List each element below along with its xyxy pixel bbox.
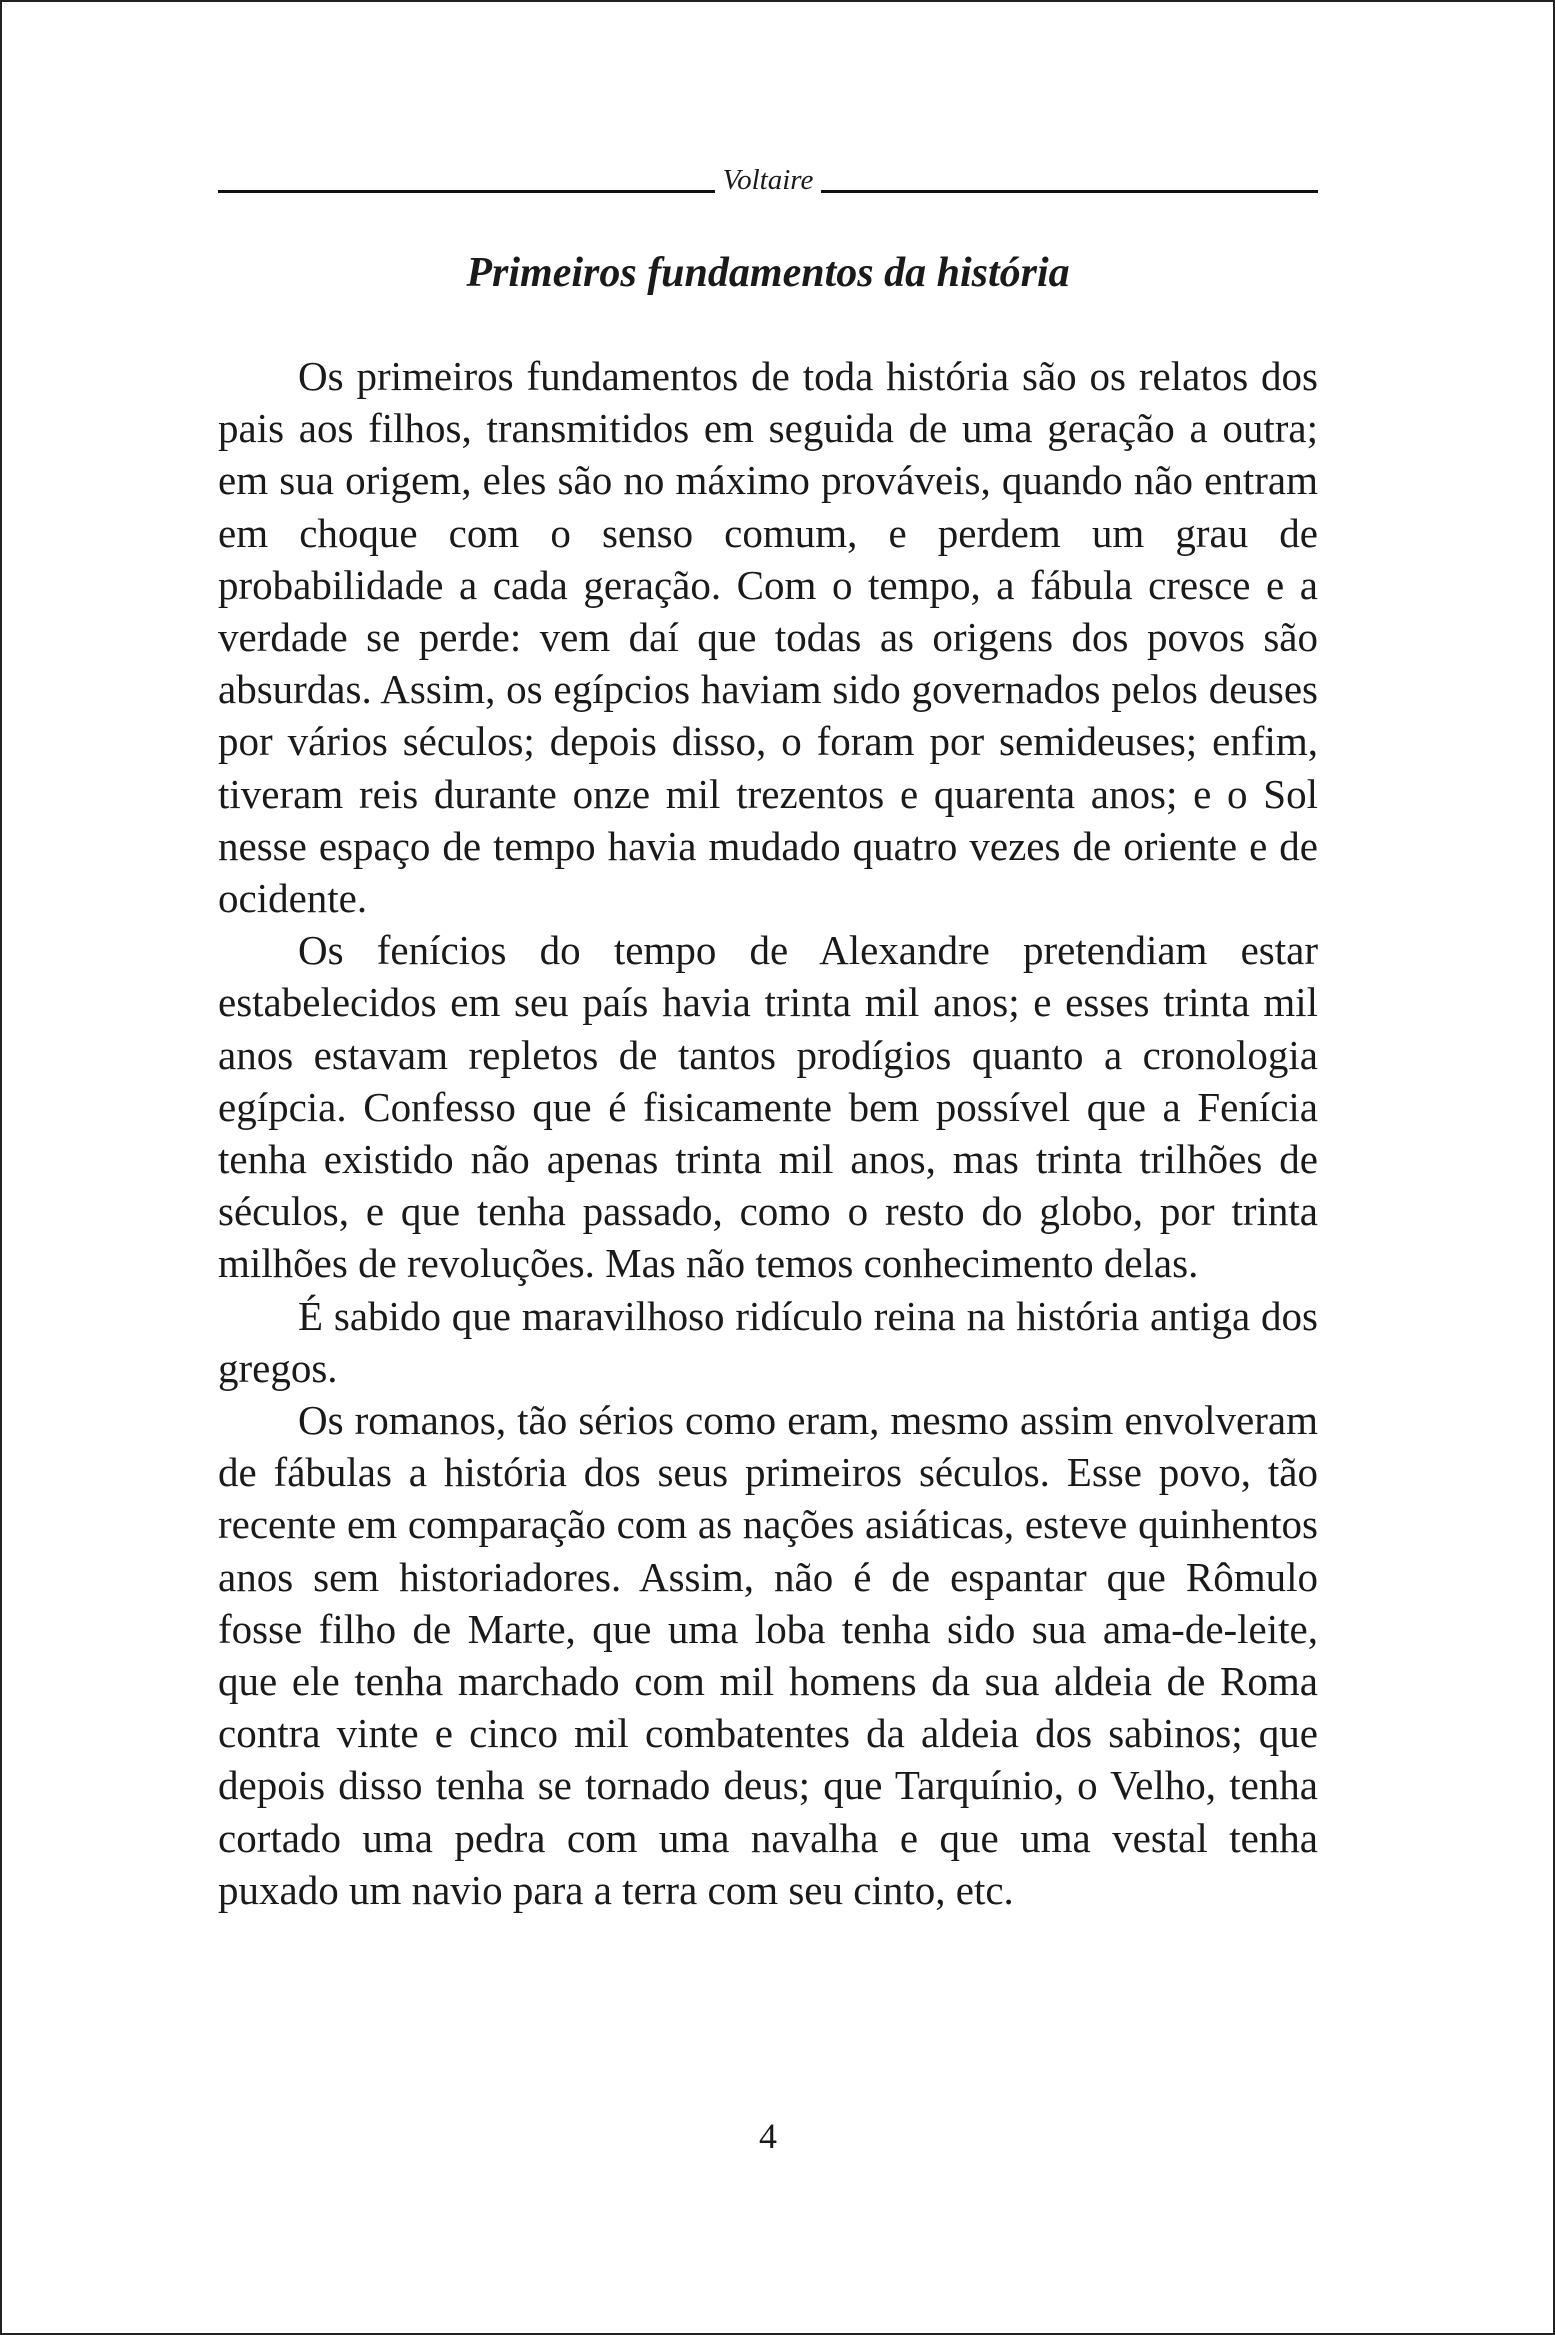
body-text	[218, 350, 1318, 1916]
paragraph: Os romanos, tão sérios como eram, mesmo assim envolveram de fábulas a história dos seus primeiros séculos. Esse povo, tão recente em comparação com as nações asiáticas, esteve quinhentos anos sem historiadores. Assim, não é de espantar que Rômulo fosse filho de Marte, que uma loba tenha sido sua ama-de-leite, que ele tenha marchado com mil homens da sua aldeia de Roma contra vinte e cinco mil combatentes da aldeia dos sabinos; que depois disso tenha se tornado deus; que Tarquínio, o Velho, tenha cortado uma pedra com uma navalha e que uma vestal tenha puxado um navio para a terra com seu cinto, etc.	[218, 1397, 1318, 1913]
running-header	[218, 155, 1318, 195]
chapter-title: Primeiros fundamentos da história	[466, 250, 1070, 296]
header-author: Voltaire	[722, 164, 814, 196]
paragraph: É sabido que maravilhoso ridículo reina na história antiga dos gregos.	[218, 1292, 1318, 1391]
paragraph: Os fenícios do tempo de Alexandre pretendiam estar estabelecidos em seu país havia trinta mil anos; e esses trinta mil anos estavam repletos de tantos prodígios quanto a cronologia egípcia. Confesso que é fisicamente bem possível que a Fenícia tenha existido não apenas trinta mil anos, mas trinta trilhões de séculos, e que tenha passado, como o resto do globo, por trinta milhões de revoluções. Mas não temos conhecimento delas.	[218, 927, 1318, 1287]
paragraph: Os primeiros fundamentos de toda história são os relatos dos pais aos filhos, transmitidos em seguida de uma geração a outra; em sua origem, eles são no máximo prováveis, quando não entram em choque com o senso comum, e perdem um grau de probabilidade a cada geração. Com o tempo, a fábula cresce e a verdade se perde: vem daí que todas as origens dos povos são absurdas. Assim, os egípcios haviam sido governados pelos deuses por vários séculos; depois disso, o foram por semideuses; enfim, tiveram reis durante onze mil trezentos e quarenta anos; e o Sol nesse espaço de tempo havia mudado quatro vezes de oriente e de ocidente.	[218, 353, 1318, 922]
header-rule-right	[821, 190, 1318, 193]
header-rule-left	[218, 190, 715, 193]
page-number: 4	[759, 2116, 777, 2156]
